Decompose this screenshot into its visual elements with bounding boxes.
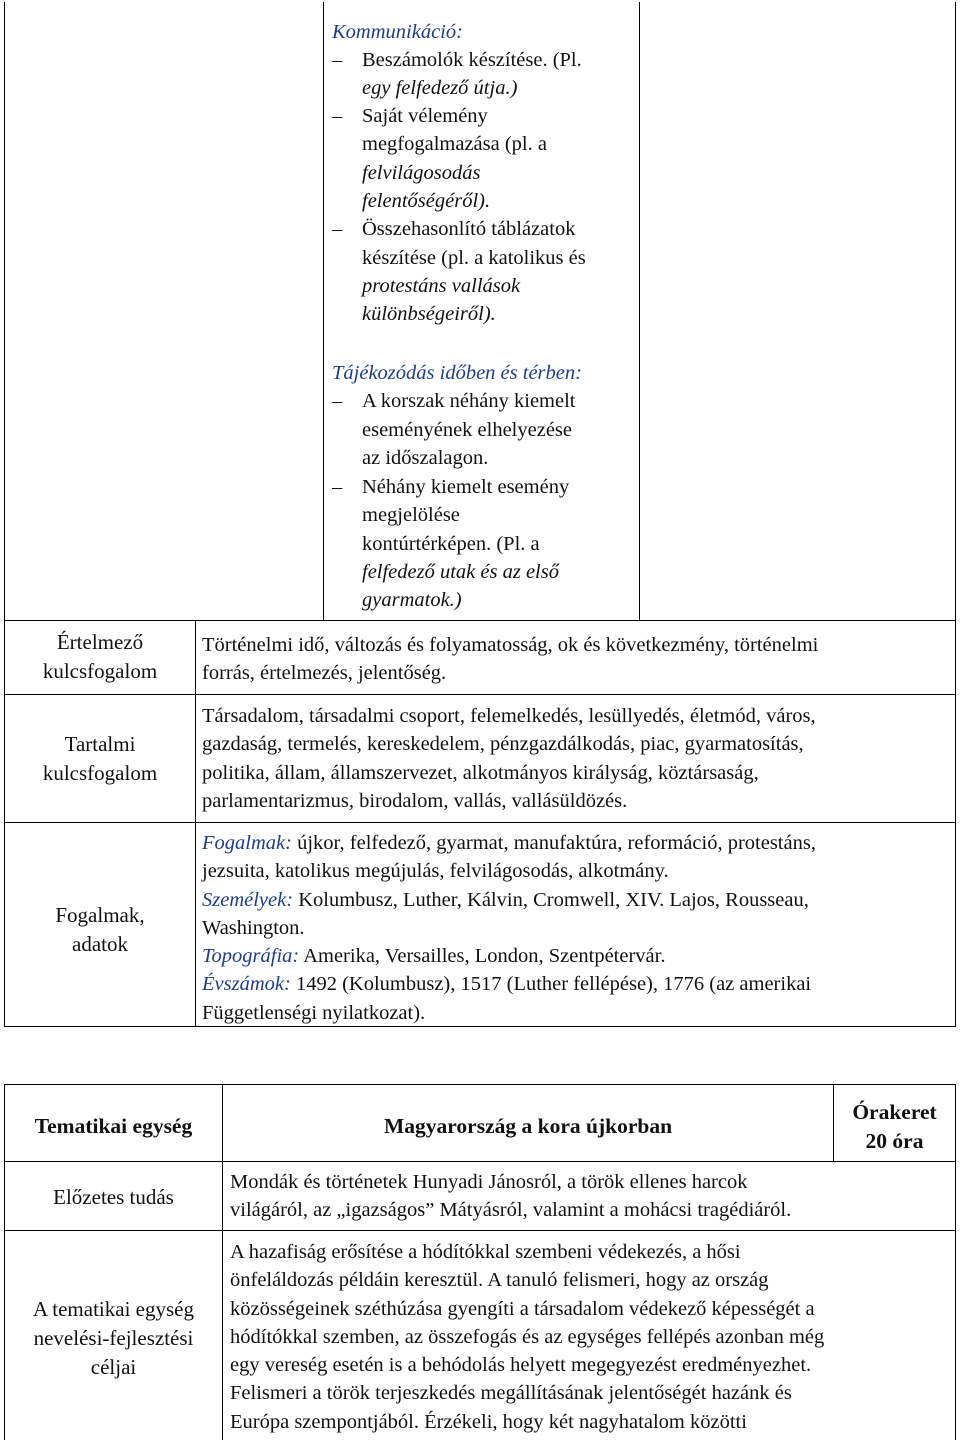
goals-text — [230, 1238, 824, 1436]
label-line: céljai — [90, 1355, 137, 1379]
list-item-line: készítése (pl. a katolikus és — [362, 247, 586, 269]
hours-value: 20 óra — [865, 1129, 924, 1153]
szemelyek-line: Washington. — [202, 916, 305, 939]
text-line: A hazafiság erősítése a hódítókkal szembeni védekezés, a hősi — [230, 1241, 741, 1263]
szemelyek-text: Kolumbusz, Luther, Kálvin, Cromwell, XIV. Lajos, Rousseau, — [293, 888, 809, 911]
list-item-line: Beszámolók készítése. (Pl. — [362, 49, 582, 71]
goals-label — [5, 1295, 222, 1382]
fogalmak-line: jezsuita, katolikus megújulás, felvilágosodás, alkotmány. — [202, 860, 669, 883]
topografia-text: Amerika, Versailles, London, Szentpétervár. — [299, 945, 666, 968]
text-line: Felismeri a török terjeszkedés megállításának jelentőségét hazánk és — [230, 1382, 792, 1405]
label-line: kulcsfogalom — [42, 659, 158, 683]
fogalmak-line — [202, 829, 816, 857]
text-line: egy vereség esetén is a behódolás helyett megegyezést eredményezhet. — [230, 1354, 812, 1377]
label-line: A tematikai egység — [33, 1297, 194, 1321]
text-line: Történelmi idő, változás és folyamatosság, ok és következmény, történelmi — [202, 634, 819, 656]
label-line: kulcsfogalom — [42, 761, 158, 785]
evszamok-line: Függetlenségi nyilatkozat). — [202, 1001, 426, 1024]
communication-title: Kommunikáció: — [332, 21, 463, 43]
label-line: Tartalmi — [64, 732, 136, 756]
text-line: Társadalom, társadalmi csoport, felemelkedés, lesüllyedés, életmód, város, — [202, 705, 816, 727]
fogalmak-label: Fogalmak: — [202, 832, 292, 854]
evszamok-line — [202, 970, 816, 998]
prior-label: Előzetes tudás — [53, 1185, 174, 1209]
list-item-line: A korszak néhány kiemelt — [362, 390, 576, 412]
list-item-line: az időszalagon. — [362, 447, 489, 469]
orientation-title: Tájékozódás időben és térben: — [332, 362, 582, 384]
prior-text — [230, 1168, 791, 1225]
text-line: világáról, az „igazságos” Mátyásról, valamint a mohácsi tragédiáról. — [230, 1199, 792, 1222]
list-item-line: megfogalmazása (pl. a — [362, 133, 547, 155]
list-item-line: eseményének elhelyezése — [362, 419, 573, 441]
list-item-line: gyarmatok.) — [362, 589, 462, 611]
szemelyek-line — [202, 886, 816, 914]
list-item-line: megjelölése — [362, 504, 460, 526]
label-line: nevelési-fejlesztési — [33, 1326, 194, 1350]
content-label — [5, 730, 195, 788]
evszamok-label: Évszámok: — [202, 973, 291, 996]
list-item-line: protestáns vallások — [362, 275, 521, 297]
list-item-line: különbségeiről). — [362, 303, 496, 325]
list-item-line: egy felfedező útja.) — [362, 77, 518, 99]
list-item-line: felfedező utak és az első — [362, 561, 559, 583]
szemelyek-label: Személyek: — [202, 888, 294, 911]
facts-text — [202, 829, 816, 1027]
text-line: önfeláldozás példáin keresztül. A tanuló felismeri, hogy az ország — [230, 1269, 769, 1292]
list-dash: – — [332, 49, 343, 71]
interpretive-label — [5, 628, 195, 686]
text-line: Európa szempontjából. Érzékeli, hogy két nagyhatalom közötti — [230, 1410, 747, 1433]
label-line: adatok — [72, 932, 128, 956]
facts-label — [5, 901, 195, 959]
list-dash: – — [332, 476, 343, 498]
list-item-line: felvilágosodás — [362, 162, 481, 184]
text-line: hódítókkal szemben, az összefogás és az egységes fellépés azonban még — [230, 1325, 825, 1348]
text-line: forrás, értelmezés, jelentőség. — [202, 662, 447, 685]
fogalmak-text: újkor, felfedező, gyarmat, manufaktúra, reformáció, protestáns, — [291, 832, 816, 854]
unit-title: Magyarország a kora újkorban — [383, 1114, 673, 1138]
list-dash: – — [332, 218, 343, 240]
text-line: politika, állam, államszervezet, alkotmányos királyság, köztársaság, — [202, 761, 759, 784]
topografia-label: Topográfia: — [202, 945, 300, 968]
hours-label: Órakeret — [852, 1100, 937, 1124]
interpretive-text — [202, 631, 818, 688]
text-line: közösségeinek széthúzása gyengíti a társadalom védekező képességét a — [230, 1297, 815, 1320]
list-dash: – — [332, 390, 343, 412]
label-line: Fogalmak, — [55, 903, 145, 927]
topografia-line — [202, 942, 816, 970]
content-text — [202, 702, 816, 815]
unit-label: Tematikai egység — [34, 1114, 193, 1138]
list-item-line: kontúrtérképen. (Pl. a — [362, 533, 540, 555]
text-line: parlamentarizmus, birodalom, vallás, vallásüldözés. — [202, 789, 628, 812]
list-item-line: Néhány kiemelt esemény — [362, 476, 570, 498]
list-item-line: Saját vélemény — [362, 105, 488, 127]
list-dash: – — [332, 105, 343, 127]
text-line: Mondák és történetek Hunyadi Jánosról, a török ellenes harcok — [230, 1171, 748, 1193]
list-item-line: felentőségéről). — [362, 190, 491, 212]
evszamok-text: 1492 (Kolumbusz), 1517 (Luther fellépése), 1776 (az amerikai — [290, 973, 812, 996]
list-item-line: Összehasonlító táblázatok — [362, 218, 576, 240]
label-line: Értelmező — [56, 630, 144, 654]
text-line: gazdaság, termelés, kereskedelem, pénzgazdálkodás, piac, gyarmatosítás, — [202, 733, 804, 756]
